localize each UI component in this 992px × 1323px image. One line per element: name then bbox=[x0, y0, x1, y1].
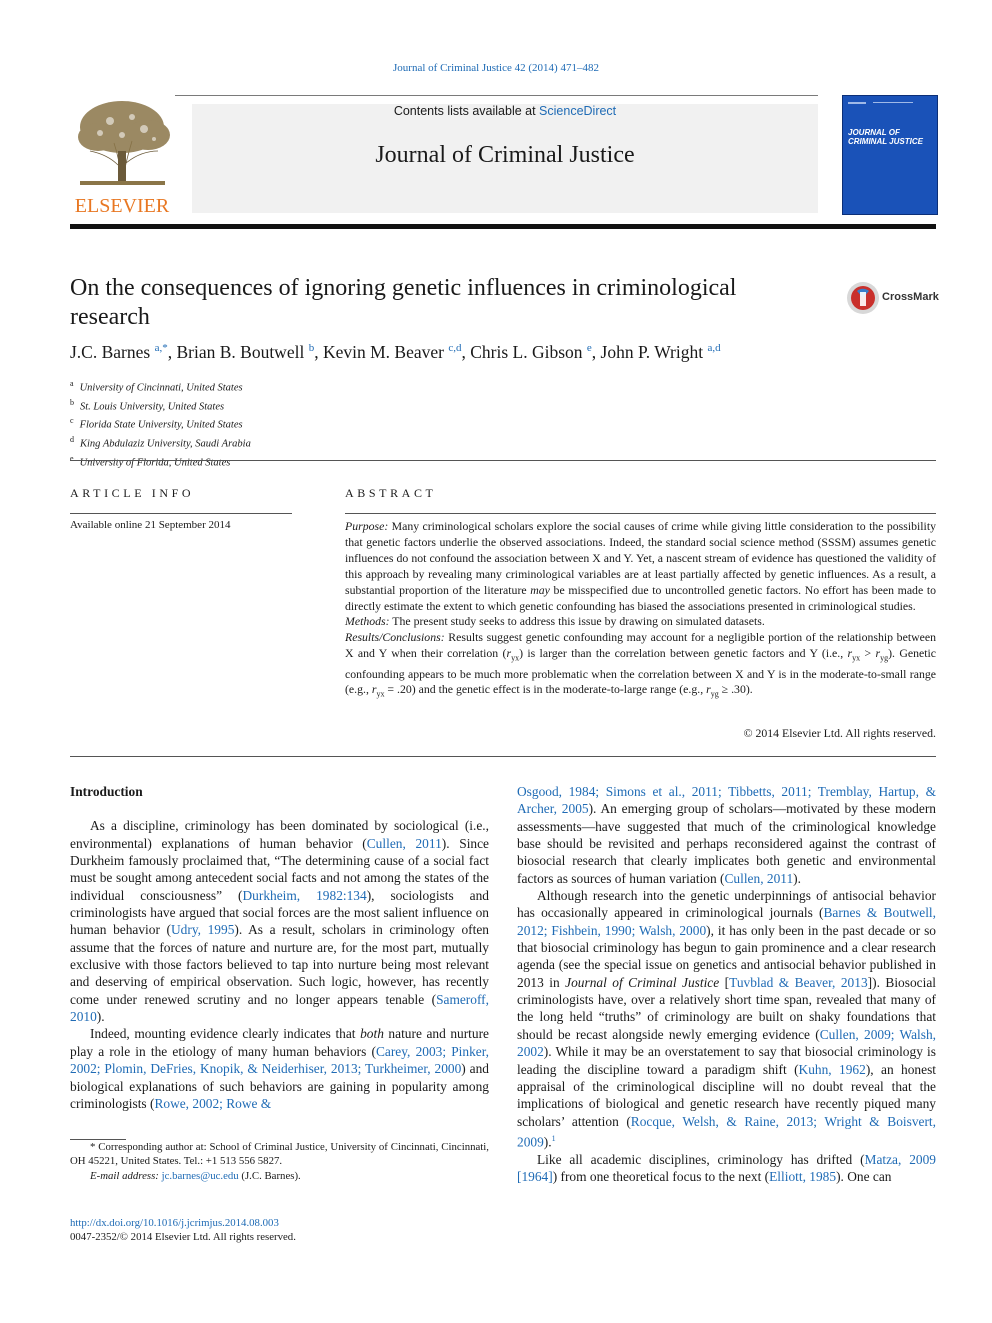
crossmark-badge[interactable] bbox=[846, 281, 941, 315]
author-name[interactable]: Brian B. Boutwell bbox=[176, 342, 305, 362]
author-list bbox=[70, 342, 936, 363]
body-column-left bbox=[70, 783, 489, 1112]
author-affiliation-marker[interactable]: a,d bbox=[707, 342, 721, 355]
citation-link[interactable]: Kuhn, 1962 bbox=[798, 1061, 866, 1077]
publisher-wordmark: ELSEVIER bbox=[74, 195, 170, 215]
author-name[interactable]: Chris L. Gibson bbox=[470, 342, 583, 362]
citation-link[interactable]: Cullen, 2011 bbox=[724, 870, 794, 886]
journal-reference[interactable]: Journal of Criminal Justice 42 (2014) 471–482 bbox=[393, 62, 599, 74]
footnote-email: E-mail address: jc.barnes@uc.edu (J.C. Barnes). bbox=[90, 1169, 301, 1182]
citation-link[interactable]: Osgood, 1984; Simons et al., 2011; Tibbetts, 2011; Tremblay, Hartup, & Archer, 2005 bbox=[517, 784, 936, 817]
author-separator: , bbox=[461, 342, 471, 362]
citation-link[interactable]: Elliott, 1985 bbox=[769, 1169, 837, 1185]
citation-link[interactable]: Durkheim, 1982:134 bbox=[242, 887, 367, 903]
email-link[interactable]: jc.barnes@uc.edu bbox=[161, 1169, 239, 1182]
citation-link[interactable]: Cullen, 2011 bbox=[366, 835, 442, 851]
abstract-heading: ABSTRACT bbox=[345, 486, 437, 500]
available-online-date: Available online 21 September 2014 bbox=[70, 519, 231, 531]
author-name[interactable]: J.C. Barnes bbox=[70, 342, 151, 362]
issn-copyright: 0047-2352/© 2014 Elsevier Ltd. All rights reserved. bbox=[70, 1231, 296, 1244]
elsevier-tree-icon bbox=[70, 95, 175, 215]
article-info-heading: ARTICLE INFO bbox=[70, 486, 195, 500]
affiliation-item bbox=[70, 377, 470, 396]
author-name[interactable]: John P. Wright bbox=[600, 342, 704, 362]
journal-name[interactable]: Journal of Criminal Justice bbox=[375, 142, 635, 168]
affiliation-text: St. Louis University, United States bbox=[80, 401, 225, 413]
abstract-copyright: © 2014 Elsevier Ltd. All rights reserved. bbox=[743, 726, 936, 740]
affiliation-text: University of Cincinnati, United States bbox=[79, 382, 243, 394]
affiliation-text: King Abdulaziz University, Saudi Arabia bbox=[80, 438, 251, 450]
journal-cover-thumbnail[interactable] bbox=[842, 95, 938, 215]
affiliation-item bbox=[70, 414, 470, 433]
affiliation-item bbox=[70, 452, 470, 471]
divider bbox=[70, 460, 936, 461]
affiliation-text: Florida State University, United States bbox=[79, 419, 243, 431]
paragraph: As a discipline, criminology has been dominated by sociological (i.e., environmental) explanations of human behavior (Cullen, 2011). Since Durkheim famously proclaimed that, “The determining cause of a social fact must be sought among antecedent social facts and not among the states of the individual consciousness” (Durkheim, 1982:134), sociologists and criminologists have argued that social forces are the most salient influence on human behavior (Udry, 1995). As a result, scholars in criminology often assume that the forces of nature and nurture are, for the most part, mutually exclusive with those factors believed to tap into nurture being most relevant and deserving of empirical observation. Such logic, however, has recently come under renewed scrutiny and no longer appears tenable (Sameroff, 2010). bbox=[70, 818, 490, 1025]
citation-link[interactable]: Tuvblad & Beaver, 2013 bbox=[729, 974, 868, 990]
citation-link[interactable]: Barnes & Boutwell, 2012; Fishbein, 1990; Walsh, 2000 bbox=[517, 905, 936, 938]
paragraph: Indeed, mounting evidence clearly indicates that both nature and nurture play a role in the etiology of many human behaviors (Carey, 2003; Pinker, 2002; Plomin, DeFries, Knopik, & Neiderhiser, 2013; Turkheimer, 2000) and biological explanations of such behaviors are gaining in popularity among criminologists (Rowe, 2002; Rowe & bbox=[70, 1026, 489, 1111]
header-rule bbox=[70, 224, 936, 229]
abstract-body bbox=[345, 519, 936, 703]
citation-link[interactable]: Carey, 2003; Pinker, 2002; Plomin, DeFries, Knopik, & Neiderhiser, 2013; Turkheimer, 2000 bbox=[70, 1043, 489, 1077]
affiliation-key: c bbox=[70, 416, 74, 426]
header-top-rule bbox=[70, 95, 818, 96]
article-title: On the consequences of ignoring genetic influences in criminological research bbox=[70, 275, 737, 330]
affiliation-text: University of Florida, United States bbox=[79, 457, 231, 469]
divider bbox=[70, 513, 292, 514]
introduction-heading: Introduction bbox=[70, 784, 143, 799]
author-separator: , bbox=[314, 342, 323, 362]
author-affiliation-marker[interactable]: a,* bbox=[154, 342, 168, 355]
author-affiliation-marker[interactable]: e bbox=[586, 342, 592, 355]
cover-title: JOURNAL OF CRIMINAL JUSTICE bbox=[848, 128, 923, 146]
author-affiliation-marker[interactable]: b bbox=[308, 342, 315, 355]
affiliation-item bbox=[70, 433, 470, 452]
paragraph: Osgood, 1984; Simons et al., 2011; Tibbetts, 2011; Tremblay, Hartup, & Archer, 2005). An emerging group of scholars—motivated by these modern assessments—have suggested that much of the criminological knowledge base should be revisited and perhaps reconsidered against the contrast of biosocial research that clearly implicates both genetic and environmental factors as sources of human variation (Cullen, 2011). bbox=[517, 784, 936, 886]
crossmark-icon bbox=[846, 281, 880, 315]
citation-link[interactable]: Sameroff, 2010 bbox=[70, 991, 489, 1025]
crossmark-label: CrossMark bbox=[882, 291, 939, 303]
author-name[interactable]: Kevin M. Beaver bbox=[322, 342, 444, 362]
corresponding-author-footnote bbox=[70, 1140, 489, 1183]
abstract-results: Results/Conclusions: Results suggest genetic confounding may account for a negligible portion of the relationship between X and Y when their correlation $(r_{yx})$ is larger than the correlation between genetic factors and Y (i.e., $r_{yx} > r_{yg}$). Genetic confounding appears to be much more problematic when the correlation between X and Y is in the moderate-to-small range (e.g., $r_{yx} = .20$) and the genetic effect is in the moderate-to-large range (e.g., $r_{yg} \ge .30$). bbox=[345, 630, 936, 699]
affiliations bbox=[70, 377, 470, 471]
cover-decoration bbox=[848, 102, 866, 104]
paragraph: Like all academic disciplines, criminology has drifted (Matza, 2009 [1964]) from one theoretical focus to the next (Elliott, 1985). One can bbox=[517, 1151, 936, 1185]
affiliation-key: e bbox=[70, 453, 74, 463]
doi-block bbox=[70, 1216, 296, 1245]
footnote-text: * Corresponding author at: School of Criminal Justice, University of Cincinnati, Cincinnati, OH 45221, United States. Tel.: +1 513 556 5827. bbox=[70, 1141, 489, 1168]
contents-availability: Contents lists available at ScienceDirect bbox=[393, 104, 617, 118]
citation-link[interactable]: Matza, 2009 [1964] bbox=[517, 1151, 936, 1185]
author-separator: , bbox=[167, 342, 177, 362]
citation-link[interactable]: Rocque, Welsh, & Raine, 2013; Wright & Boisvert, 2009 bbox=[517, 1113, 936, 1150]
author-affiliation-marker[interactable]: c,d bbox=[448, 342, 462, 355]
sciencedirect-link[interactable]: ScienceDirect bbox=[539, 104, 617, 118]
citation-link[interactable]: Rowe, 2002; Rowe & bbox=[154, 1095, 272, 1111]
elsevier-logo bbox=[70, 95, 175, 215]
citation-link[interactable]: Udry, 1995 bbox=[171, 922, 235, 938]
abstract-methods: Methods: The present study seeks to address this issue by drawing on simulated datasets. bbox=[345, 614, 765, 629]
affiliation-item bbox=[70, 396, 470, 415]
author-separator: , bbox=[591, 342, 601, 362]
affiliation-key: a bbox=[70, 379, 74, 388]
divider bbox=[70, 756, 936, 757]
cover-decoration bbox=[873, 102, 913, 103]
paragraph: Although research into the genetic underpinnings of antisocial behavior has occasionally appeared in criminological journals (Barnes & Boutwell, 2012; Fishbein, 1990; Walsh, 2000), it has only been in the past decade or so that biosocial criminology has begun to gain prominence and a clear research agenda (see the special issue on genetics and antisocial behavior published in 2013 in Journal of Criminal Justice [Tuvblad & Beaver, 2013]). Biosocial criminologists have, over a relatively short time span, revealed that many of the long held “truths” of criminology are built on shaky foundations that should be recast alongside newly emerging evidence (Cullen, 2009; Walsh, 2002). While it may be an overstatement to say that biosocial criminology is leading the discipline toward a paradigm shift (Kuhn, 1962), an honest appraisal of the criminological discipline will no doubt reveal that the implications of biological and genetic research have recently piqued many scholars’ attention (Rocque, Welsh, & Raine, 2013; Wright & Boisvert, 2009).$^1$ bbox=[517, 888, 936, 1150]
affiliation-key: b bbox=[70, 397, 74, 407]
body-column-right bbox=[517, 783, 936, 1185]
affiliation-key: d bbox=[70, 435, 74, 445]
divider bbox=[345, 513, 936, 514]
footnote-ref[interactable]: 1 bbox=[551, 1133, 556, 1143]
doi-link[interactable]: http://dx.doi.org/10.1016/j.jcrimjus.2014.08.003 bbox=[70, 1217, 279, 1229]
citation-link[interactable]: Cullen, 2009; Walsh, 2002 bbox=[517, 1026, 936, 1060]
abstract-purpose: Purpose: Many criminological scholars explore the social causes of crime while giving little consideration to the possibility that genetic factors underlie the observed associations. Indeed, the standard social science method (SSSM) assumes genetic influences do not confound the association between X and Y. Yet, a nascent stream of evidence has questioned the validity of this approach by revealing many criminological variables are at least partially affected by genetic influences. As a result, a substantial proportion of the literature may be misspecified due to uncontrolled genetic factors. No effort has been made to directly estimate the extent to which genetic confounding has biased the associations presented in criminological studies. bbox=[345, 519, 937, 613]
